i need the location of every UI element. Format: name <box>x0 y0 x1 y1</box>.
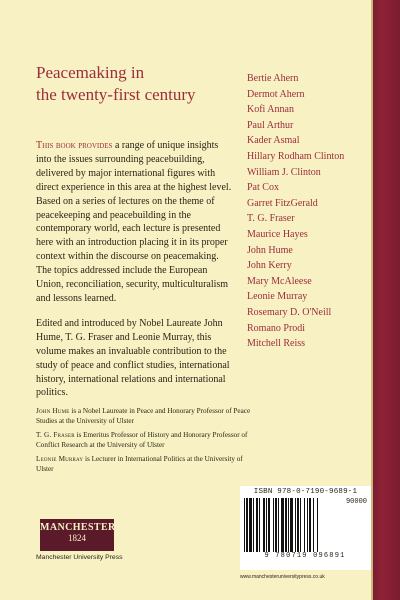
contributor-list <box>247 71 372 352</box>
contributor-name: Rosemary D. O'Neill <box>247 306 332 318</box>
title-line-1: Peacemaking in <box>36 63 145 82</box>
title-line-2: the twenty-first century <box>36 85 196 104</box>
contributor-name: Garret FitzGerald <box>247 197 318 209</box>
contributor-name: Mary McAleese <box>247 275 312 287</box>
isbn-label: ISBN 978-0-7190-9689-1 <box>253 488 358 496</box>
book-title <box>36 62 236 106</box>
contributor-name: Kofi Annan <box>247 104 294 116</box>
contributor-name: Paul Arthur <box>247 119 294 131</box>
blurb-lead: This book provides <box>36 140 113 151</box>
contributor-name: Hillary Rodham Clinton <box>247 150 345 162</box>
editor-bios <box>36 407 251 475</box>
contributor-name: Kader Asmal <box>247 135 300 147</box>
editor-bio-text: is Lecturer in International Politics at the University of Ulster <box>36 455 243 473</box>
publisher-name: Manchester University Press <box>36 554 123 561</box>
blurb-paragraph-1 <box>36 139 234 306</box>
publisher-url: www.manchesteruniversitypress.co.uk <box>240 574 325 580</box>
blurb <box>36 139 234 400</box>
spine-band <box>373 0 400 600</box>
contributor-name: Leonie Murray <box>247 291 308 303</box>
contributor-name: John Hume <box>247 244 293 256</box>
contributor-name: T. G. Fraser <box>247 213 295 225</box>
contributor-name: Bertie Ahern <box>247 73 299 84</box>
barcode-icon <box>244 498 340 552</box>
editor-bio-name: T. G. Fraser <box>36 431 75 440</box>
editor-bio-text: is a Nobel Laureate in Peace and Honorary Professor of Peace Studies at the University of Ulster <box>36 407 251 425</box>
contributor-name: Pat Cox <box>247 182 279 194</box>
contributor-name: Dermot Ahern <box>247 88 305 100</box>
barcode-supplement: 90000 <box>345 498 367 506</box>
ean-digits: 9 780719 096891 <box>264 552 346 560</box>
publisher-logo-year: 1824 <box>68 533 86 543</box>
publisher-logo <box>36 519 126 569</box>
editor-bio-name: Leonie Murray <box>36 455 84 464</box>
contributor-name: Romano Prodi <box>247 322 306 334</box>
contributor-name: Mitchell Reiss <box>247 338 306 350</box>
publisher-logo-mark <box>40 519 114 551</box>
blurb-paragraph-2: Edited and introduced by Nobel Laureate John Hume, T. G. Fraser and Leonie Murray, this volume makes an invaluable contribution to the study of peace and conflict studies, international history, international relations and international politics. <box>36 317 230 399</box>
contributor-name: William J. Clinton <box>247 166 321 178</box>
blurb-paragraph-1-text: a range of unique insights into the issues surrounding peacebuilding, delivered by major international figures with direct experience in this area at the highest level. Based on a series of lectures on the theme of peacekeeping and peacebuilding in the contemporary world, each lecture is presented here with an introduction placing it in its proper context within the discourse on peacemaking. The topics addressed include the European Union, reconciliation, security, multiculturalism and lessons learned. <box>36 140 232 304</box>
editor-bio <box>36 455 251 474</box>
barcode-panel <box>240 486 371 570</box>
contributor-name: John Kerry <box>247 260 292 272</box>
editor-bio-text: is Emeritus Professor of History and Honorary Professor of Conflict Research at the University of Ulster <box>36 431 248 449</box>
publisher-logo-wordmark: MANCHESTER <box>40 522 116 533</box>
editor-bio <box>36 407 251 426</box>
editor-bio <box>36 431 251 450</box>
editor-bio-name: John Hume <box>36 407 70 415</box>
contributor-name: Maurice Hayes <box>247 228 308 240</box>
